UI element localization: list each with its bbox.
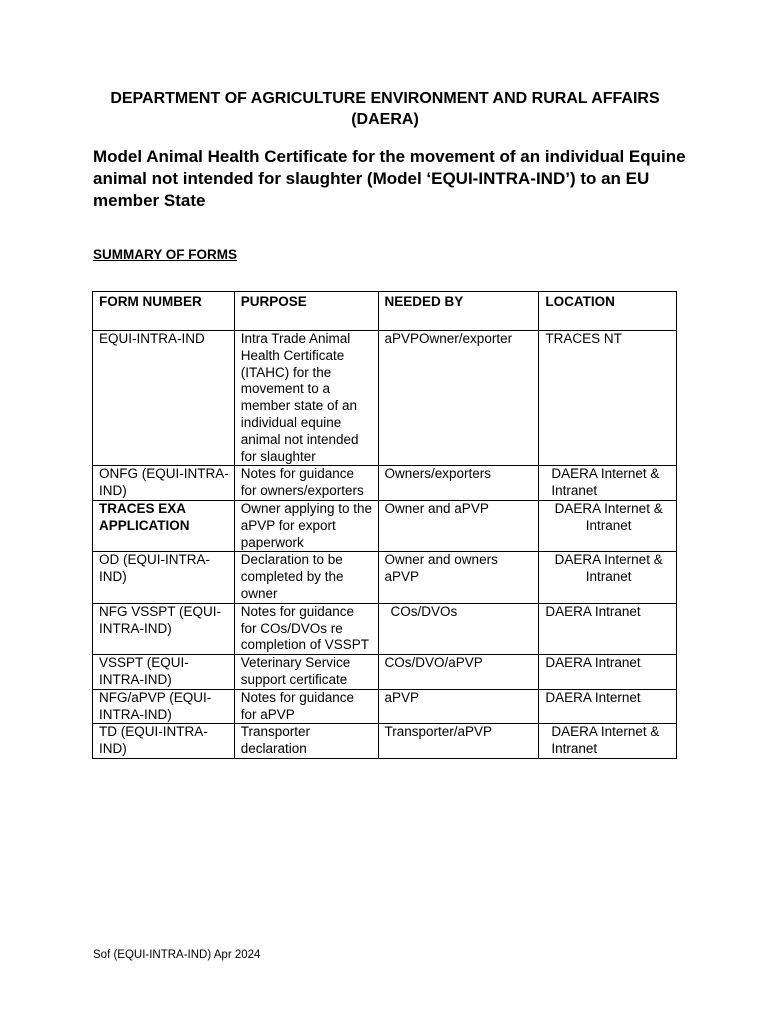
location-cell: DAERA Internet & Intranet <box>539 466 677 501</box>
location-cell: DAERA Internet <box>539 689 677 724</box>
purpose-cell: Declaration to be completed by the owner <box>234 552 378 603</box>
needed-by-cell: Transporter/aPVP <box>378 724 539 759</box>
location-cell: DAERA Intranet <box>539 655 677 690</box>
needed-by-cell: Owner and aPVP <box>378 500 539 551</box>
purpose-cell: Notes for guidance for aPVP <box>234 689 378 724</box>
purpose-cell: Notes for guidance for COs/DVOs re completion of VSSPT <box>234 603 378 654</box>
location-cell: TRACES NT <box>539 331 677 466</box>
location-cell: DAERA Internet & Intranet <box>539 552 677 603</box>
table-row <box>93 331 677 466</box>
table-header-row <box>93 292 677 331</box>
table-row <box>93 500 677 551</box>
needed-by-cell: COs/DVOs <box>378 603 539 654</box>
header-location: LOCATION <box>539 292 677 331</box>
table-row <box>93 724 677 759</box>
purpose-cell: Notes for guidance for owners/exporters <box>234 466 378 501</box>
purpose-cell: Transporter declaration <box>234 724 378 759</box>
table-row <box>93 689 677 724</box>
form-number-cell: TRACES EXA APPLICATION <box>93 500 235 551</box>
form-number-cell: OD (EQUI-INTRA-IND) <box>93 552 235 603</box>
table-row <box>93 552 677 603</box>
form-number-cell: VSSPT (EQUI-INTRA-IND) <box>93 655 235 690</box>
location-cell: DAERA Internet & Intranet <box>539 724 677 759</box>
table-row <box>93 655 677 690</box>
needed-by-cell: Owner and owners aPVP <box>378 552 539 603</box>
needed-by-cell: aPVPOwner/exporter <box>378 331 539 466</box>
summary-of-forms-table <box>92 291 677 759</box>
needed-by-cell: COs/DVO/aPVP <box>378 655 539 690</box>
form-number-cell: NFG/aPVP (EQUI-INTRA-IND) <box>93 689 235 724</box>
form-number-cell: EQUI-INTRA-IND <box>93 331 235 466</box>
form-number-cell: TD (EQUI-INTRA-IND) <box>93 724 235 759</box>
purpose-cell: Intra Trade Animal Health Certificate (ITAHC) for the movement to a member state of an individual equine animal not intended for slaughter <box>234 331 378 466</box>
table-row <box>93 466 677 501</box>
department-heading: DEPARTMENT OF AGRICULTURE ENVIRONMENT AND RURAL AFFAIRS (DAERA) <box>110 90 660 128</box>
header-purpose: PURPOSE <box>234 292 378 331</box>
header-form-number: FORM NUMBER <box>93 292 235 331</box>
header-needed-by: NEEDED BY <box>378 292 539 331</box>
location-cell: DAERA Internet & Intranet <box>539 500 677 551</box>
document-title: Model Animal Health Certificate for the movement of an individual Equine animal not intended for slaughter (Model ‘EQUI-INTRA-IND’) to an EU member State <box>93 147 686 210</box>
needed-by-cell: aPVP <box>378 689 539 724</box>
form-number-cell: NFG VSSPT (EQUI-INTRA-IND) <box>93 603 235 654</box>
summary-heading: SUMMARY OF FORMS <box>93 247 237 262</box>
page-footer: Sof (EQUI-INTRA-IND) Apr 2024 <box>93 949 261 961</box>
form-number-cell: ONFG (EQUI-INTRA-IND) <box>93 466 235 501</box>
table-row <box>93 603 677 654</box>
purpose-cell: Owner applying to the aPVP for export paperwork <box>234 500 378 551</box>
location-cell: DAERA Intranet <box>539 603 677 654</box>
purpose-cell: Veterinary Service support certificate <box>234 655 378 690</box>
needed-by-cell: Owners/exporters <box>378 466 539 501</box>
